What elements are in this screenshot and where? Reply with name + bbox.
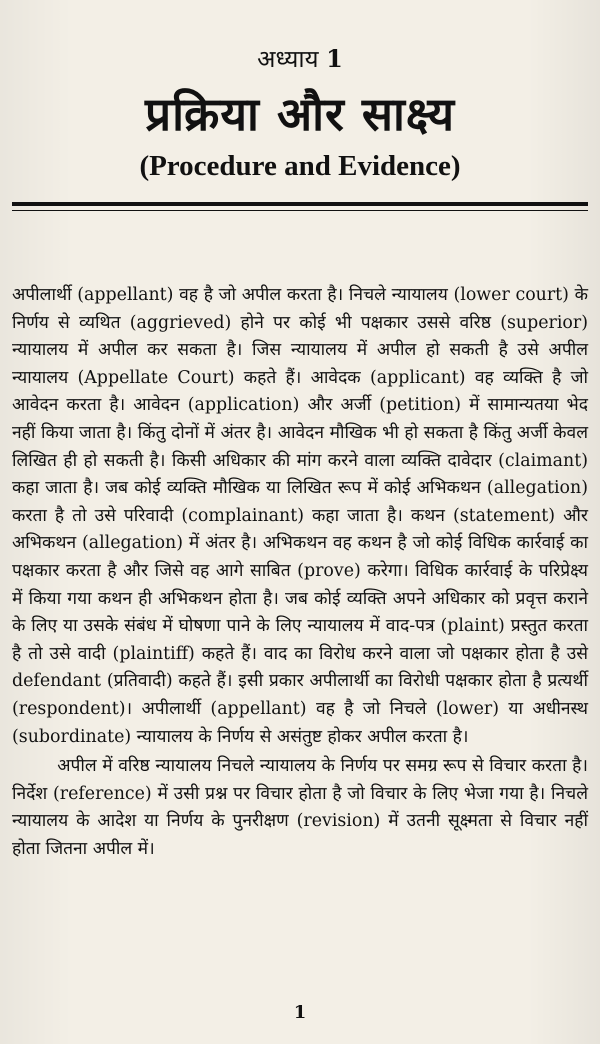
page-number: 1 [293, 1002, 307, 1023]
chapter-title-hindi: प्रक्रिया और साक्ष्य [144, 87, 456, 141]
chapter-label: अध्याय [257, 45, 319, 73]
paragraph-2: अपील में वरिष्ठ न्यायालय निचले न्यायालय के निर्णय पर समग्र रूप से विचार करता है। निर्देश (reference) में उसी प्रश्न पर विचार होता है जो विचार के लिए भेजा गया है। निचले न्यायालय के आदेश या निर्णय के पुनरीक्षण (revision) में उतनी सूक्ष्मता से विचार नहीं होता जितना अपील में। [12, 756, 588, 859]
chapter-number: 1 [326, 44, 343, 73]
body-text [12, 282, 588, 863]
title-rule-thin [12, 210, 588, 211]
chapter-title-english: (Procedure and Evidence) [139, 150, 461, 182]
paragraph-1: अपीलार्थी (appellant) वह है जो अपील करता है। निचले न्यायालय (lower court) के निर्णय से व्यथित (aggrieved) होने पर कोई भी पक्षकार उससे वरिष्ठ (superior) न्यायालय में अपील कर सकता है। जिस न्यायालय में अपील हो सकती है उसे अपील न्यायालय (Appellate Court) कहते हैं। आवेदक (applicant) वह व्यक्ति है जो आवेदन करता है। आवेदन (application) और अर्जी (petition) में सामान्यतया भेद नहीं किया जाता है। किंतु दोनों में अंतर है। आवेदन मौखिक भी हो सकता है किंतु अर्जी केवल लिखित ही हो सकती है। किसी अधिकार की मांग करने वाला व्यक्ति दावेदार (claimant) कहा जाता है। जब कोई व्यक्ति मौखिक या लिखित रूप में कोई अभिकथन (allegation) करता है तो उसे परिवादी (complainant) कहा जाता है। कथन (statement) और अभिकथन (allegation) में अंतर है। अभिकथन वह कथन है जो कोई विधिक कार्रवाई का पक्षकार करता है और जिसे वह आगे साबित (prove) करेगा। विधिक कार्रवाई के परिप्रेक्ष्य में किया गया कथन ही अभिकथन होता है। जब कोई व्यक्ति अपने अधिकार को प्रवृत्त कराने के लिए या उसके संबंध में घोषणा पाने के लिए न्यायालय में वाद-पत्र (plaint) प्रस्तुत करता है तो उसे वादी (plaintiff) कहते हैं। वाद का विरोध करने वाला जो पक्षकार होता है उसे defendant (प्रतिवादी) कहते हैं। इसी प्रकार अपीलार्थी का विरोधी पक्षकार होता है प्रत्यर्थी (respondent)। अपीलार्थी (appellant) वह है जो निचले (lower) या अधीनस्थ (subordinate) न्यायालय के निर्णय से असंतुष्ट होकर अपील करता है। [12, 285, 589, 747]
chapter-heading [0, 42, 600, 75]
title-rule-thick [12, 202, 588, 206]
